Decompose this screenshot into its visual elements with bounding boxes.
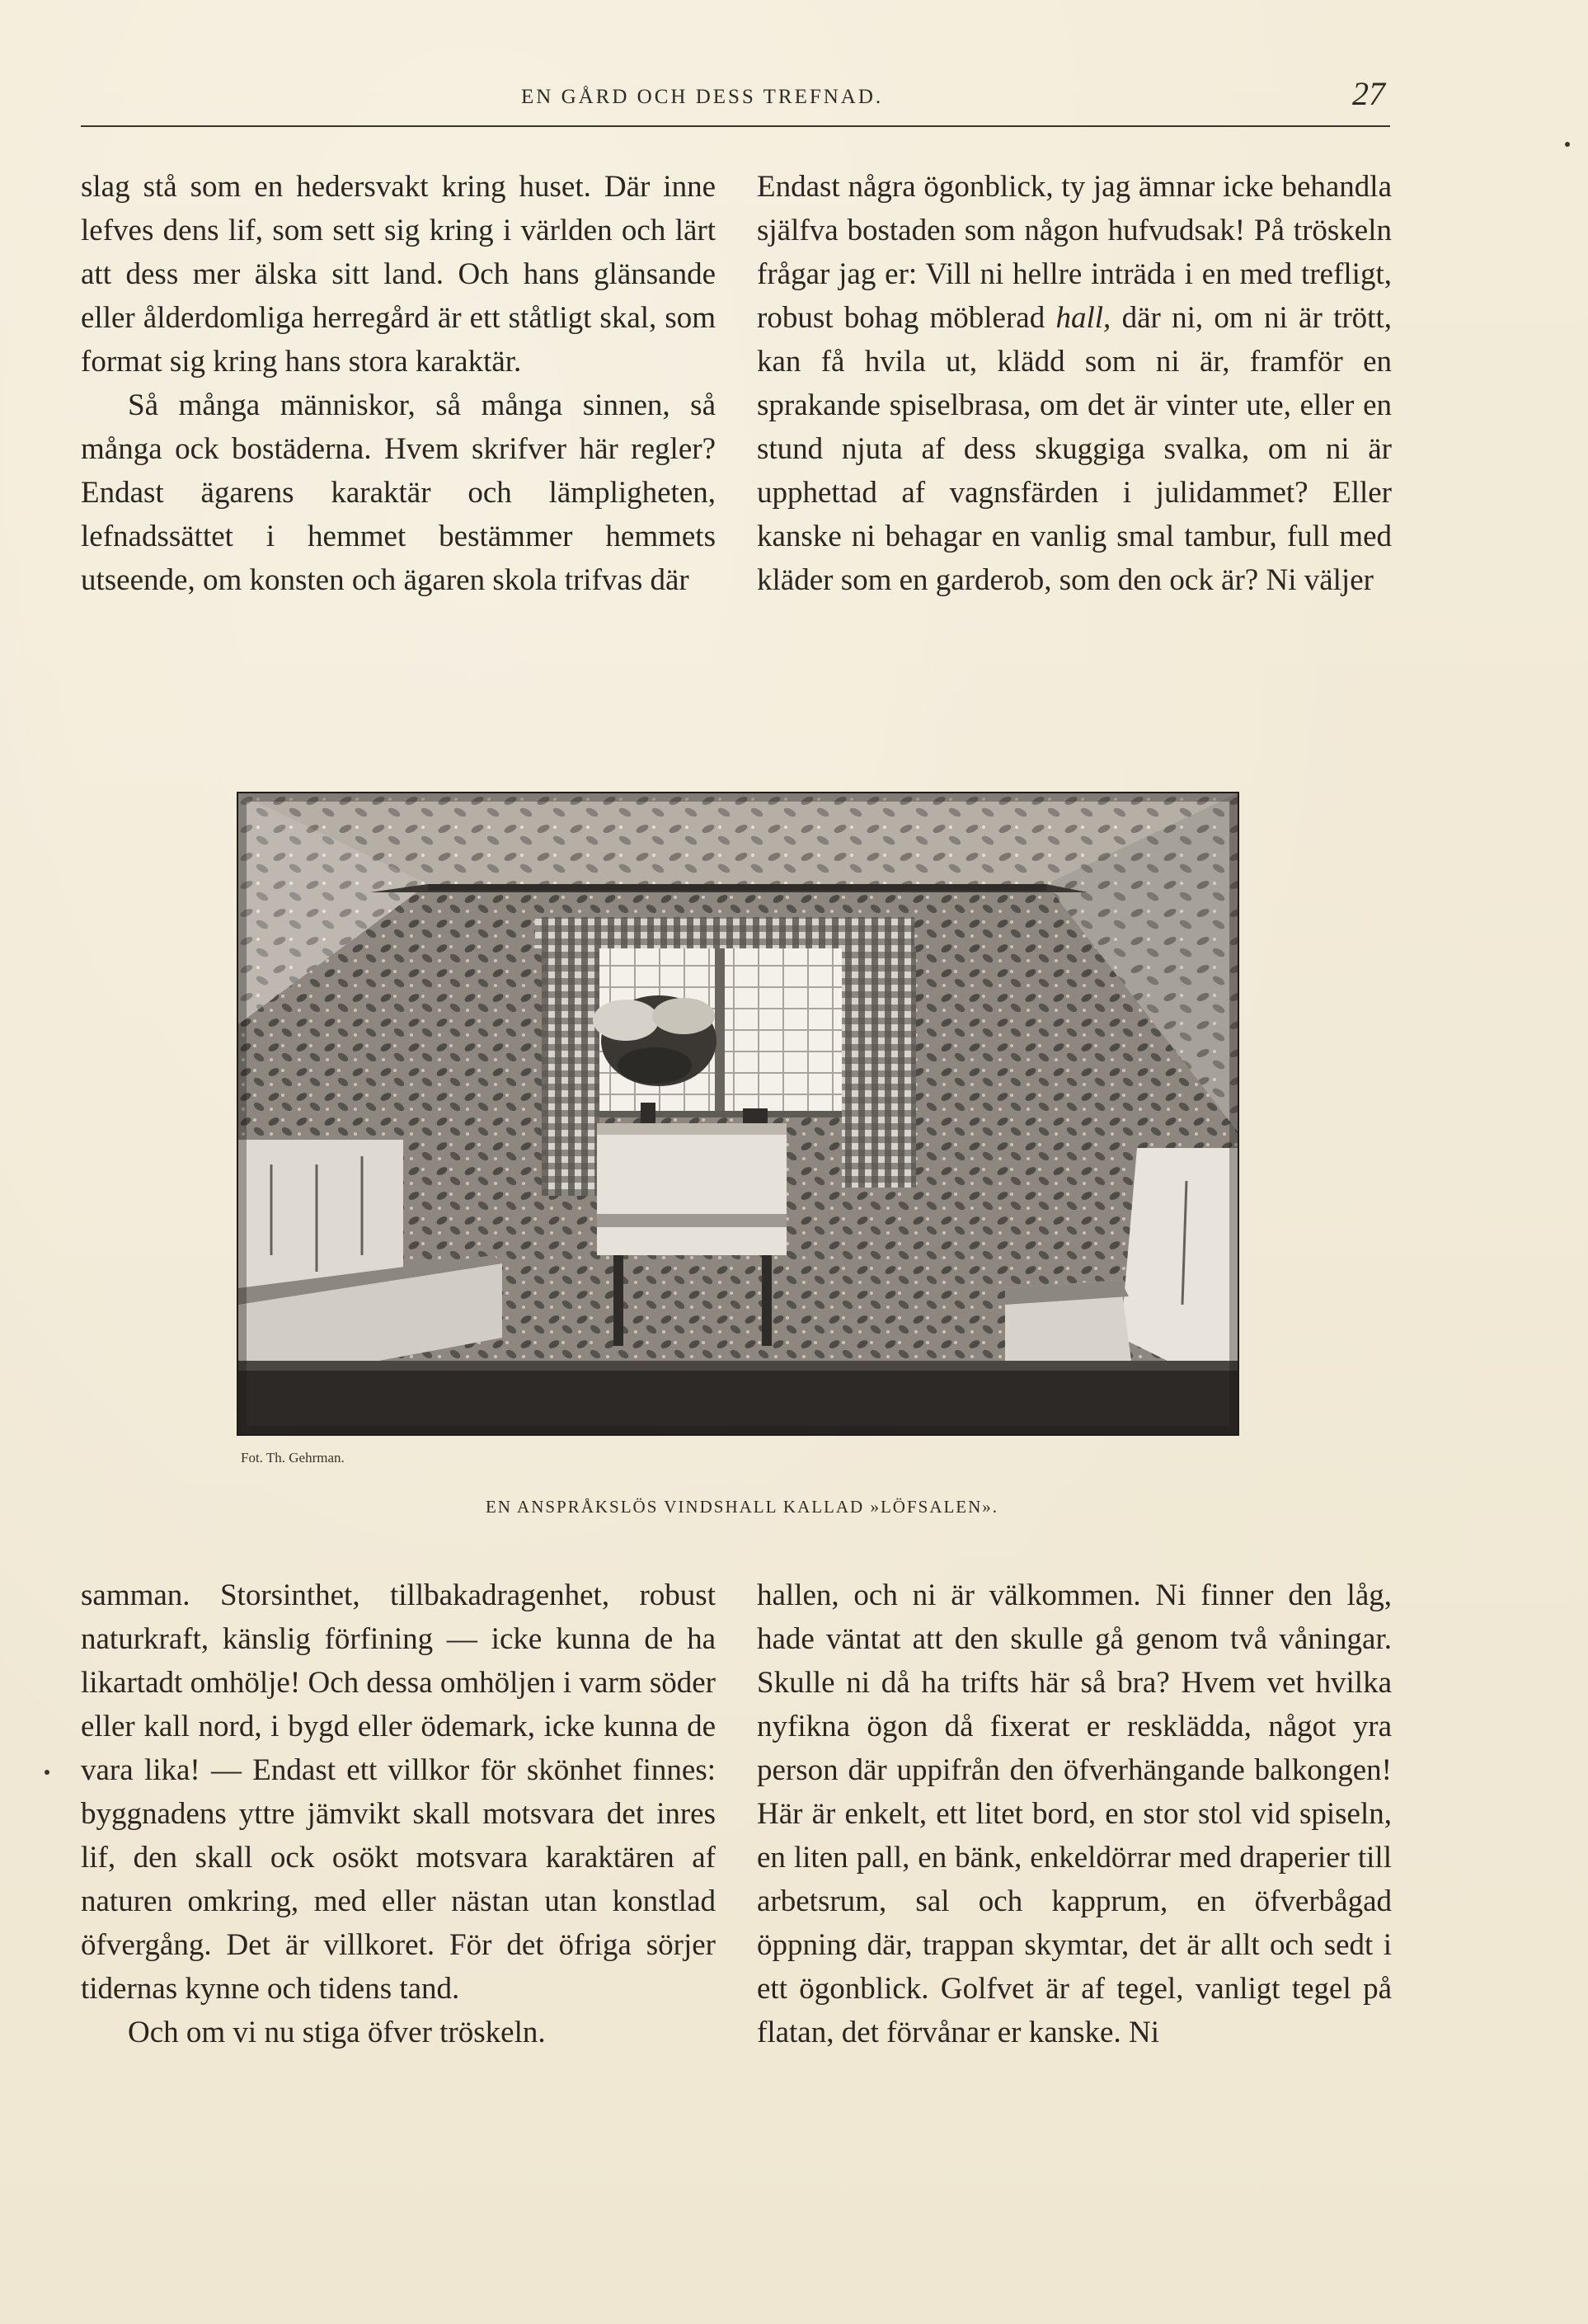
paragraph: slag stå som en hedersvakt kring huset. Där inne lefves dens lif, som sett sig kring i världen och lärt att dess mer älska sitt land. Och hans glänsande eller ålderdomliga herregård är ett ståtligt skal, som format sig kring hans stora karaktär. <box>81 170 716 379</box>
italic-word: hall, <box>1055 301 1111 335</box>
paragraph <box>757 165 1392 602</box>
paragraph: Och om vi nu stiga öfver tröskeln. <box>128 2016 546 2049</box>
right-column-top <box>757 165 1392 602</box>
right-column-bottom <box>757 1574 1392 2054</box>
paragraph: samman. Storsinthet, tillbakadragenhet, robust naturkraft, känslig förfining — icke kunna de ha likartadt omhölje! Och dessa omhöljen i varm söder eller kall nord, i bygd eller ödemark, icke kunna de vara lika! — Endast ett villkor för skönhet finnes: byggnadens yttre jämvikt skall motsvara det inres lif, den skall ock osökt motsvara karaktären af naturen omkring, med eller nästan utan konstlad öfvergång. Det är villkoret. För det öfriga sörjer tidernas kynne och tidens tand. <box>81 1578 716 2006</box>
page-number: 27 <box>1352 75 1385 112</box>
text-run: Endast några ögonblick, ty jag ämnar icke behandla själfva bostaden som någon hufvudsak! På tröskeln frågar jag er: Vill ni hellre inträda i en med trefligt, robust bohag möblerad <box>757 170 1392 335</box>
header-rule <box>81 125 1390 127</box>
running-title: EN GÅRD OCH DESS TREFNAD. <box>521 86 884 108</box>
text-run: där ni, om ni är trött, kan få hvila ut, klädd som ni är, framför en sprakande spiselbrasa, om det är vinter ute, eller en stund njuta af dess skuggiga svalka, om ni är upphettad af vagnsfärden i julidammet? Eller kanske ni behagar en vanlig smal tambur, full med kläder som en garderob, som den ock är? Ni väljer <box>757 301 1392 597</box>
figure-caption: EN ANSPRÅKSLÖS VINDSHALL KALLAD »LÖFSALEN». <box>485 1497 999 1517</box>
photo-credit: Fot. Th. Gehrman. <box>241 1450 345 1465</box>
paragraph: Så många människor, så många sinnen, så många ock bostäderna. Hvem skrifver här regler? Endast ägarens karaktär och lämpligheten, lefnadssättet i hemmet bestämmer hemmets utseende, om konsten och ägaren skola trifvas där <box>81 388 716 597</box>
left-column-top <box>81 165 716 602</box>
print-speck <box>1565 142 1570 147</box>
left-column-bottom <box>81 1574 716 2054</box>
attic-hall-photograph <box>237 792 1239 1436</box>
print-speck <box>45 1770 49 1775</box>
paragraph: hallen, och ni är välkommen. Ni finner den låg, hade väntat att den skulle gå genom två våningar. Skulle ni då ha trifts här så bra? Hvem vet hvilka nyfikna ögon då fixerat er resklädda, något yra person där uppifrån den öfverhängande balkongen! Här är enkelt, ett litet bord, en stor stol vid spiseln, en liten pall, en bänk, enkeldörrar med draperier till arbetsrum, sal och kapprum, en öfverbågad öppning där, trappan skymtar, det är allt och sedt i ett ögonblick. Golfvet är af tegel, vanligt tegel på flatan, det förvånar er kanske. Ni <box>757 1578 1392 2049</box>
